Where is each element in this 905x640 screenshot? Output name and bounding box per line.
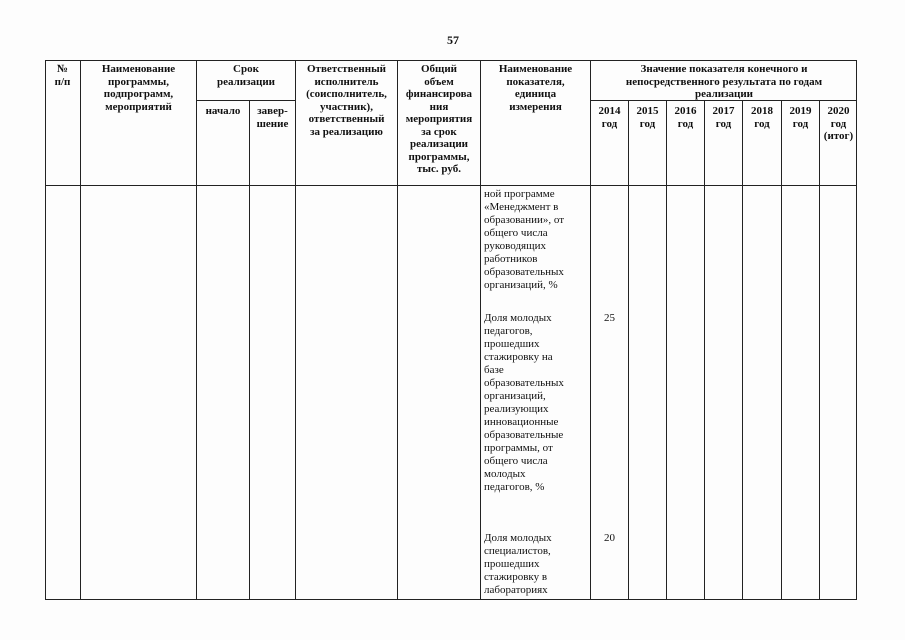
indicator-text-row-1: ной программе «Менеджмент в образовании», от общего числа руководящих работников образовательных организаций, % bbox=[484, 188, 565, 291]
header-year-2015: 2015 год bbox=[636, 105, 659, 130]
indicator-text-row-3: Доля молодых специалистов, прошедших стажировку в лабораториях bbox=[484, 532, 552, 596]
value-2014-row-3: 20 bbox=[604, 532, 615, 544]
header-year-2018: 2018 год bbox=[751, 105, 773, 130]
header-start: начало bbox=[205, 105, 241, 117]
header-year-2019: 2019 год bbox=[789, 105, 812, 130]
header-year-2014: 2014 год bbox=[598, 105, 621, 130]
header-indicator: Наименование показателя, единица измерения bbox=[498, 63, 573, 113]
header-finance: Общий объем финансирова ния мероприятия за срок реализации программы, тыс. руб. bbox=[405, 63, 473, 175]
header-year-2017: 2017 год bbox=[712, 105, 735, 130]
header-end: завер- шение bbox=[256, 105, 289, 130]
header-values: Значение показателя конечного и непосредственного результата по годам реализации bbox=[625, 63, 823, 100]
indicator-text-row-2: Доля молодых педагогов, прошедших стажировку на базе образовательных организаций, реализующих инновационные образовательные программы, от общего числа молодых педагогов, % bbox=[484, 312, 564, 493]
header-number: № п/п bbox=[54, 63, 71, 88]
header-program-name: Наименование программы, подпрограмм, мероприятий bbox=[101, 63, 176, 113]
indicator-table bbox=[45, 60, 857, 600]
page-number: 57 bbox=[447, 33, 459, 47]
header-year-2016: 2016 год bbox=[674, 105, 697, 130]
header-period: Срок реализации bbox=[216, 63, 276, 88]
header-year-2020: 2020 год (итог) bbox=[823, 105, 854, 142]
value-2014-row-2: 25 bbox=[604, 312, 615, 324]
header-responsible: Ответственный исполнитель (соисполнитель, участник), ответственный за реализацию bbox=[306, 63, 387, 138]
